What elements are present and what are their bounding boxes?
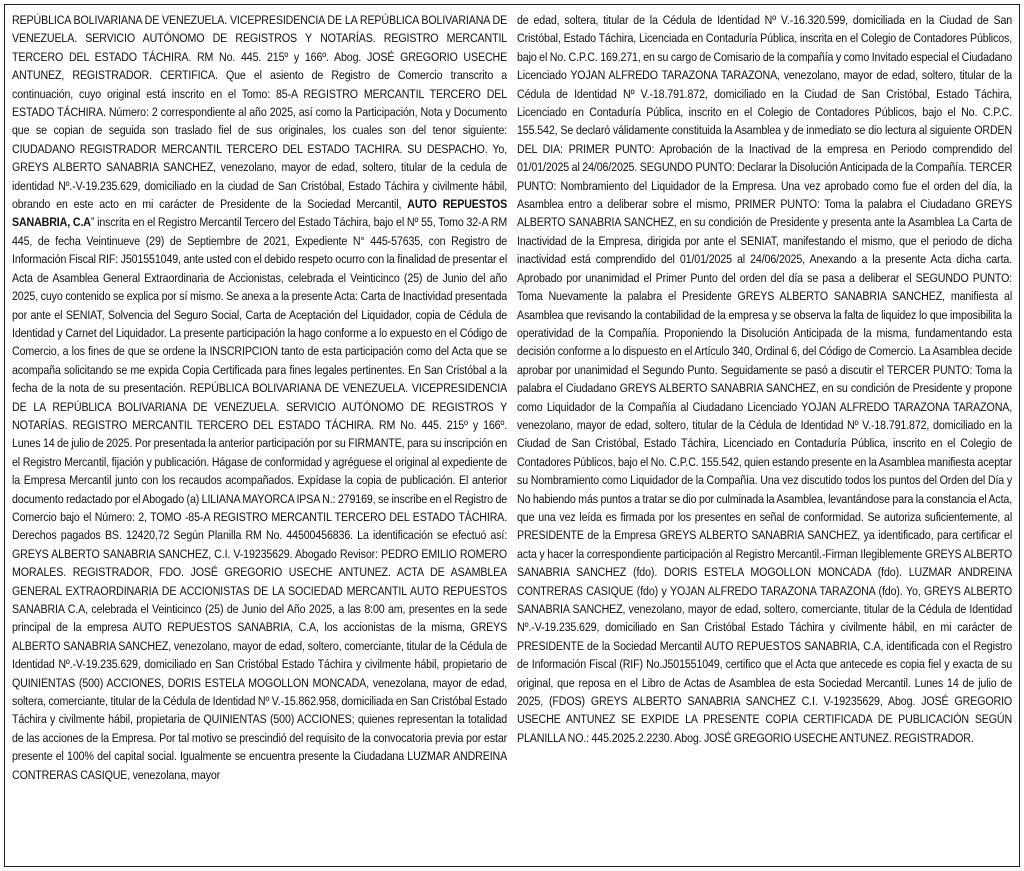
left-text-before-company: REPÚBLICA BOLIVARIANA DE VENEZUELA. VICEPRESIDENCIA DE LA REPÚBLICA BOLIVARIANA DE VENEZUELA. SERVICIO AUTÓNOMO DE REGISTROS Y NOTARÍAS. REGISTRO MERCANTIL TERCERO DEL ESTADO TÁCHIRA. RM No. 445. 215º y 166º. Abog. JOSÉ GREGORIO USECHE ANTUNEZ, REGISTRADOR. CERTIFICA. Que el asiento de Registro de Comercio transcrito a continuación, cuyo original está inscrito en el Tomo: 85-A REGISTRO MERCANTIL TERCERO DEL ESTADO TÁCHIRA. Número: 2 correspondiente al año 2025, así como la Participación, Nota y Documento que se copian de seguida son traslado fiel de sus originales, los cuales son del tenor siguiente: CIUDADANO REGISTRADOR MERCANTIL TERCERO DEL ESTADO TACHIRA. SU DESPACHO. Yo, GREYS ALBERTO SANABRIA SANCHEZ, venezolano, mayor de edad, soltero, titular de la cedula de identidad Nº.-V-19.235.629, domiciliado en la ciudad de San Cristóbal, Estado Táchira y civilmente hábil, obrando en este acto en mi carácter de Presidente de la Sociedad Mercantil, <box>12 13 507 212</box>
left-text-after-company: ” inscrita en el Registro Mercantil Tercero del Estado Táchira, bajo el Nº 55, Tomo 32-A RM 445, de fecha Veintinueve (29) de Septiembre de 2021, Expediente N° 445-57635, con Registro de Información Fiscal RIF: J501551049, ante usted con el debido respeto ocurro con la finalidad de presentar el Acta de Asamblea General Extraordinaria de Accionistas, celebrada el Veinticinco (25) de Junio del año 2025, cuyo contenido se explica por sí mismo. Se anexa a la presente Acta: Carta de Inactividad presentada por ante el SENIAT, Solvencia del Seguro Social, Carta de Aceptación del Liquidador, copia de Cédula de Identidad y Carnet del Liquidador. La presente participación la hago conforme a lo expuesto en el Código de Comercio, a los fines de que se ordene la INSCRIPCION tanto de esta participación como del Acta que se acompaña solicitando se me expida Copia Certificada para fines legales pertinentes. En San Cristóbal a la fecha de la nota de su presentación. REPÚBLICA BOLIVARIANA DE VENEZUELA. VICEPRESIDENCIA DE LA REPÚBLICA BOLIVARIANA DE VENEZUELA. SERVICIO AUTÓNOMO DE REGISTROS Y NOTARÍAS. REGISTRO MERCANTIL TERCERO DEL ESTADO TÁCHIRA. RM No. 445. 215º y 166º. Lunes 14 de julio de 2025. Por presentada la anterior participación por su FIRMANTE, para su inscripción en el Registro Mercantil, fijación y publicación. Hágase de conformidad y agréguese el original al expediente de la Empresa Mercantil junto con los recaudos acompañados. Expídase la copia de publicación. El anterior documento redactado por el Abogado (a) LILIANA MAYORCA IPSA N.: 279169, se inscribe en el Registro de Comercio bajo el Número: 2, TOMO -85-A REGISTRO MERCANTIL TERCERO DEL ESTADO TÁCHIRA. Derechos pagados BS. 12420,72 Según Planilla RM No. 44500456836. La identificación se efectuó así: GREYS ALBERTO SANABRIA SANCHEZ, C.I. V-19235629. Abogado Revisor: PEDRO EMILIO ROMERO MORALES. REGISTRADOR, FDO. JOSÉ GREGORIO USECHE ANTUNEZ. ACTA DE ASAMBLEA GENERAL EXTRAORDINARIA DE ACCIONISTAS DE LA SOCIEDAD MERCANTIL AUTO REPUESTOS SANABRIA C.A, celebrada el Veinticinco (25) de Junio del Año 2025, a las 8:00 am, presentes en la sede principal de la empresa AUTO REPUESTOS SANABRIA, C.A, los accionistas de la misma, GREYS ALBERTO SANABRIA SANCHEZ, venezolano, mayor de edad, soltero, comerciante, titular de la Cédula de Identidad Nº.-V-19.235.629, domiciliado en San Cristóbal Estado Táchira y civilmente hábil, propietario de QUINIENTAS (500) ACCIONES, DORIS ESTELA MOGOLLON MONCADA, venezolana, mayor de edad, soltera, comerciante, titular de la Cédula de Identidad Nº V.-15.862.958, domiciliada en San Cristóbal Estado Táchira y civilmente hábil, propietaria de QUINIENTAS (500) ACCIONES; quienes representan la totalidad de las acciones de la Empresa. Por tal motivo se prescindió del requisito de la convocatoria previa por estar presente el 100% del capital social. Igualmente se encuentra presente la Ciudadana LUZMAR ANDREINA CONTRERAS CASIQUE, venezolana, mayor <box>12 215 507 782</box>
left-column-paragraph <box>12 11 507 784</box>
right-column <box>517 11 1012 747</box>
legal-notice <box>4 4 1020 867</box>
notice-columns <box>12 11 1012 862</box>
left-column <box>12 11 507 784</box>
company-name-bold: AUTO REPUESTOS SANABRIA, C.A <box>12 197 507 230</box>
left-column-wrapper <box>12 11 507 862</box>
right-column-wrapper <box>517 11 1012 862</box>
right-column-paragraph: de edad, soltera, titular de la Cédula de Identidad Nº V.-16.320.599, domiciliada en la Ciudad de San Cristóbal, Estado Táchira, Licenciada en Contaduría Pública, inscrita en el Colegio de Contadores Públicos, bajo el No. C.P.C. 169.271, en su cargo de Comisario de la compañía y como Invitado especial el Ciudadano Licenciado YOJAN ALFREDO TARAZONA TARAZONA, venezolano, mayor de edad, soltero, titular de la Cédula de Identidad Nº V.-18.791.872, domiciliado en la Ciudad de San Cristóbal, Estado Táchira, Licenciado en Contaduría Pública, inscrito en el Colegio de Contadores Públicos, bajo el No. C.P.C. 155.542, Se declaró válidamente constituida la Asamblea y de inmediato se dio lectura al siguiente ORDEN DEL DIA: PRIMER PUNTO: Aprobación de la Inactivad de la empresa en Periodo comprendido del 01/01/2025 al 24/06/2025. SEGUNDO PUNTO: Declarar la Disolución Anticipada de la Compañía. TERCER PUNTO: Nombramiento del Liquidador de la Empresa. Una vez aprobado como fue el orden del día, la Asamblea entro a deliberar sobre el mismo, PRIMER PUNTO: Toma la palabra el Ciudadano GREYS ALBERTO SANABRIA SANCHEZ, en su condición de Presidente y presenta ante la Asamblea La Carta de Inactividad de la Empresa, dirigida por ante el SENIAT, manifestando el mismo, que el periodo de dicha inactividad está comprendido del 01/01/2025 al 24/06/2025, Anexando a la presente Acta dicha carta. Aprobado por unanimidad el Primer Punto del orden del día se pasa a deliberar el SEGUNDO PUNTO: Toma Nuevamente la palabra el Presidente GREYS ALBERTO SANABRIA SANCHEZ, manifiesta al Asamblea que revisando la contabilidad de la empresa y se observa la falta de liquidez lo que imposibilita la operatividad de la Compañía. Proponiendo la Disolución Anticipada de la misma, fundamentando esta decisión conforme a lo dispuesto en el Artículo 340, Ordinal 6, del Código de Comercio. La Asamblea decide aprobar por unanimidad el Segundo Punto. Seguidamente se pasó a discutir el TERCER PUNTO: Toma la palabra el Ciudadano GREYS ALBERTO SANABRIA SANCHEZ, en su condición de Presidente y propone como Liquidador de la Compañía al Ciudadano Licenciado YOJAN ALFREDO TARAZONA TARAZONA, venezolano, mayor de edad, soltero, titular de la Cédula de Identidad Nº V.-18.791.872, domiciliado en la Ciudad de San Cristóbal, Estado Táchira, Licenciado en Contaduría Pública, inscrito en el Colegio de Contadores Públicos, bajo el No. C.P.C. 155.542, quien estando presente en la Asamblea manifiesta aceptar su Nombramiento como Liquidador de la Compañía. Una vez discutido todos los puntos del Orden del Día y No habiendo más puntos a tratar se dio por culminada la Asamblea, levantándose para la constancia el Acta, que una vez leída es firmada por los presentes en señal de conformidad. Se autoriza suficientemente, al PRESIDENTE de la Empresa GREYS ALBERTO SANABRIA SANCHEZ, ya identificado, para certificar el acta y hacer la correspondiente participación al Registro Mercantil.-Firman Ilegiblemente GREYS ALBERTO SANABRIA SANCHEZ (fdo). DORIS ESTELA MOGOLLON MONCADA (fdo). LUZMAR ANDREINA CONTRERAS CASIQUE (fdo) y YOJAN ALFREDO TARAZONA TARAZONA (fdo). Yo, GREYS ALBERTO SANABRIA SANCHEZ, venezolano, mayor de edad, soltero, comerciante, titular de la Cédula de Identidad Nº.-V-19.235.629, domiciliado en San Cristóbal Estado Táchira y civilmente hábil, en mi carácter de PRESIDENTE de la Sociedad Mercantil AUTO REPUESTOS SANABRIA, C.A, identificada con el Registro de Información Fiscal (RIF) No.J501551049, certifico que el Acta que antecede es copia fiel y exacta de su original, que reposa en el Libro de Actas de Asamblea de esta Sociedad Mercantil. Lunes 14 de julio de 2025, (FDOS) GREYS ALBERTO SANABRIA SANCHEZ C.I. V-19235629, Abog. JOSÉ GREGORIO USECHE ANTUNEZ SE EXPIDE LA PRESENTE COPIA CERTIFICADA DE PUBLICACIÓN SEGÚN PLANILLA NO.: 445.2025.2.2230. Abog. JOSÉ GREGORIO USECHE ANTUNEZ. REGISTRADOR. <box>517 13 1012 745</box>
